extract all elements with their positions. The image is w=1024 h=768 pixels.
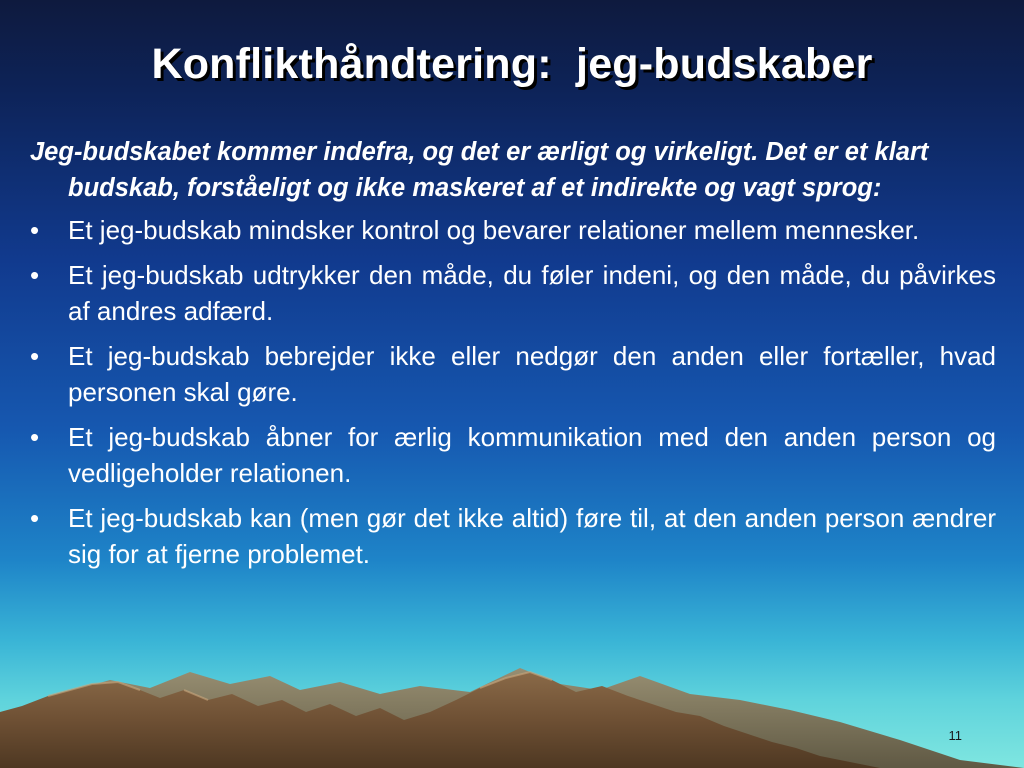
bullet-item bbox=[30, 500, 996, 572]
slide-title: Konflikthåndtering: jeg-budskaber bbox=[151, 40, 873, 88]
intro-paragraph: Jeg-budskabet kommer indefra, og det er ærligt og virkeligt. Det er et klart budskab, forståeligt og ikke maskeret af et indirekte og vagt sprog: bbox=[30, 138, 929, 202]
bullet-item bbox=[30, 419, 996, 491]
bullet-icon: • bbox=[30, 422, 40, 452]
bullet-icon: • bbox=[30, 260, 40, 290]
page-number: 11 bbox=[948, 728, 962, 743]
slide-body bbox=[30, 134, 996, 581]
bullet-item bbox=[30, 257, 996, 329]
bullet-icon: • bbox=[30, 215, 40, 245]
bullet-text: Et jeg-budskab bebrejder ikke eller nedgør den anden eller fortæller, hvad personen skal gøre. bbox=[68, 341, 996, 407]
bullet-item bbox=[30, 212, 996, 248]
bullet-item bbox=[30, 338, 996, 410]
bullet-text: Et jeg-budskab mindsker kontrol og bevarer relationer mellem mennesker. bbox=[68, 215, 920, 245]
bullet-text: Et jeg-budskab udtrykker den måde, du føler indeni, og den måde, du påvirkes af andres adfærd. bbox=[68, 260, 996, 326]
bullet-text: Et jeg-budskab kan (men gør det ikke altid) føre til, at den anden person ændrer sig for at fjerne problemet. bbox=[68, 503, 996, 569]
bullet-list bbox=[30, 212, 996, 572]
bullet-icon: • bbox=[30, 503, 40, 533]
bullet-icon: • bbox=[30, 341, 40, 371]
bullet-text: Et jeg-budskab åbner for ærlig kommunikation med den anden person og vedligeholder relationen. bbox=[68, 422, 996, 488]
